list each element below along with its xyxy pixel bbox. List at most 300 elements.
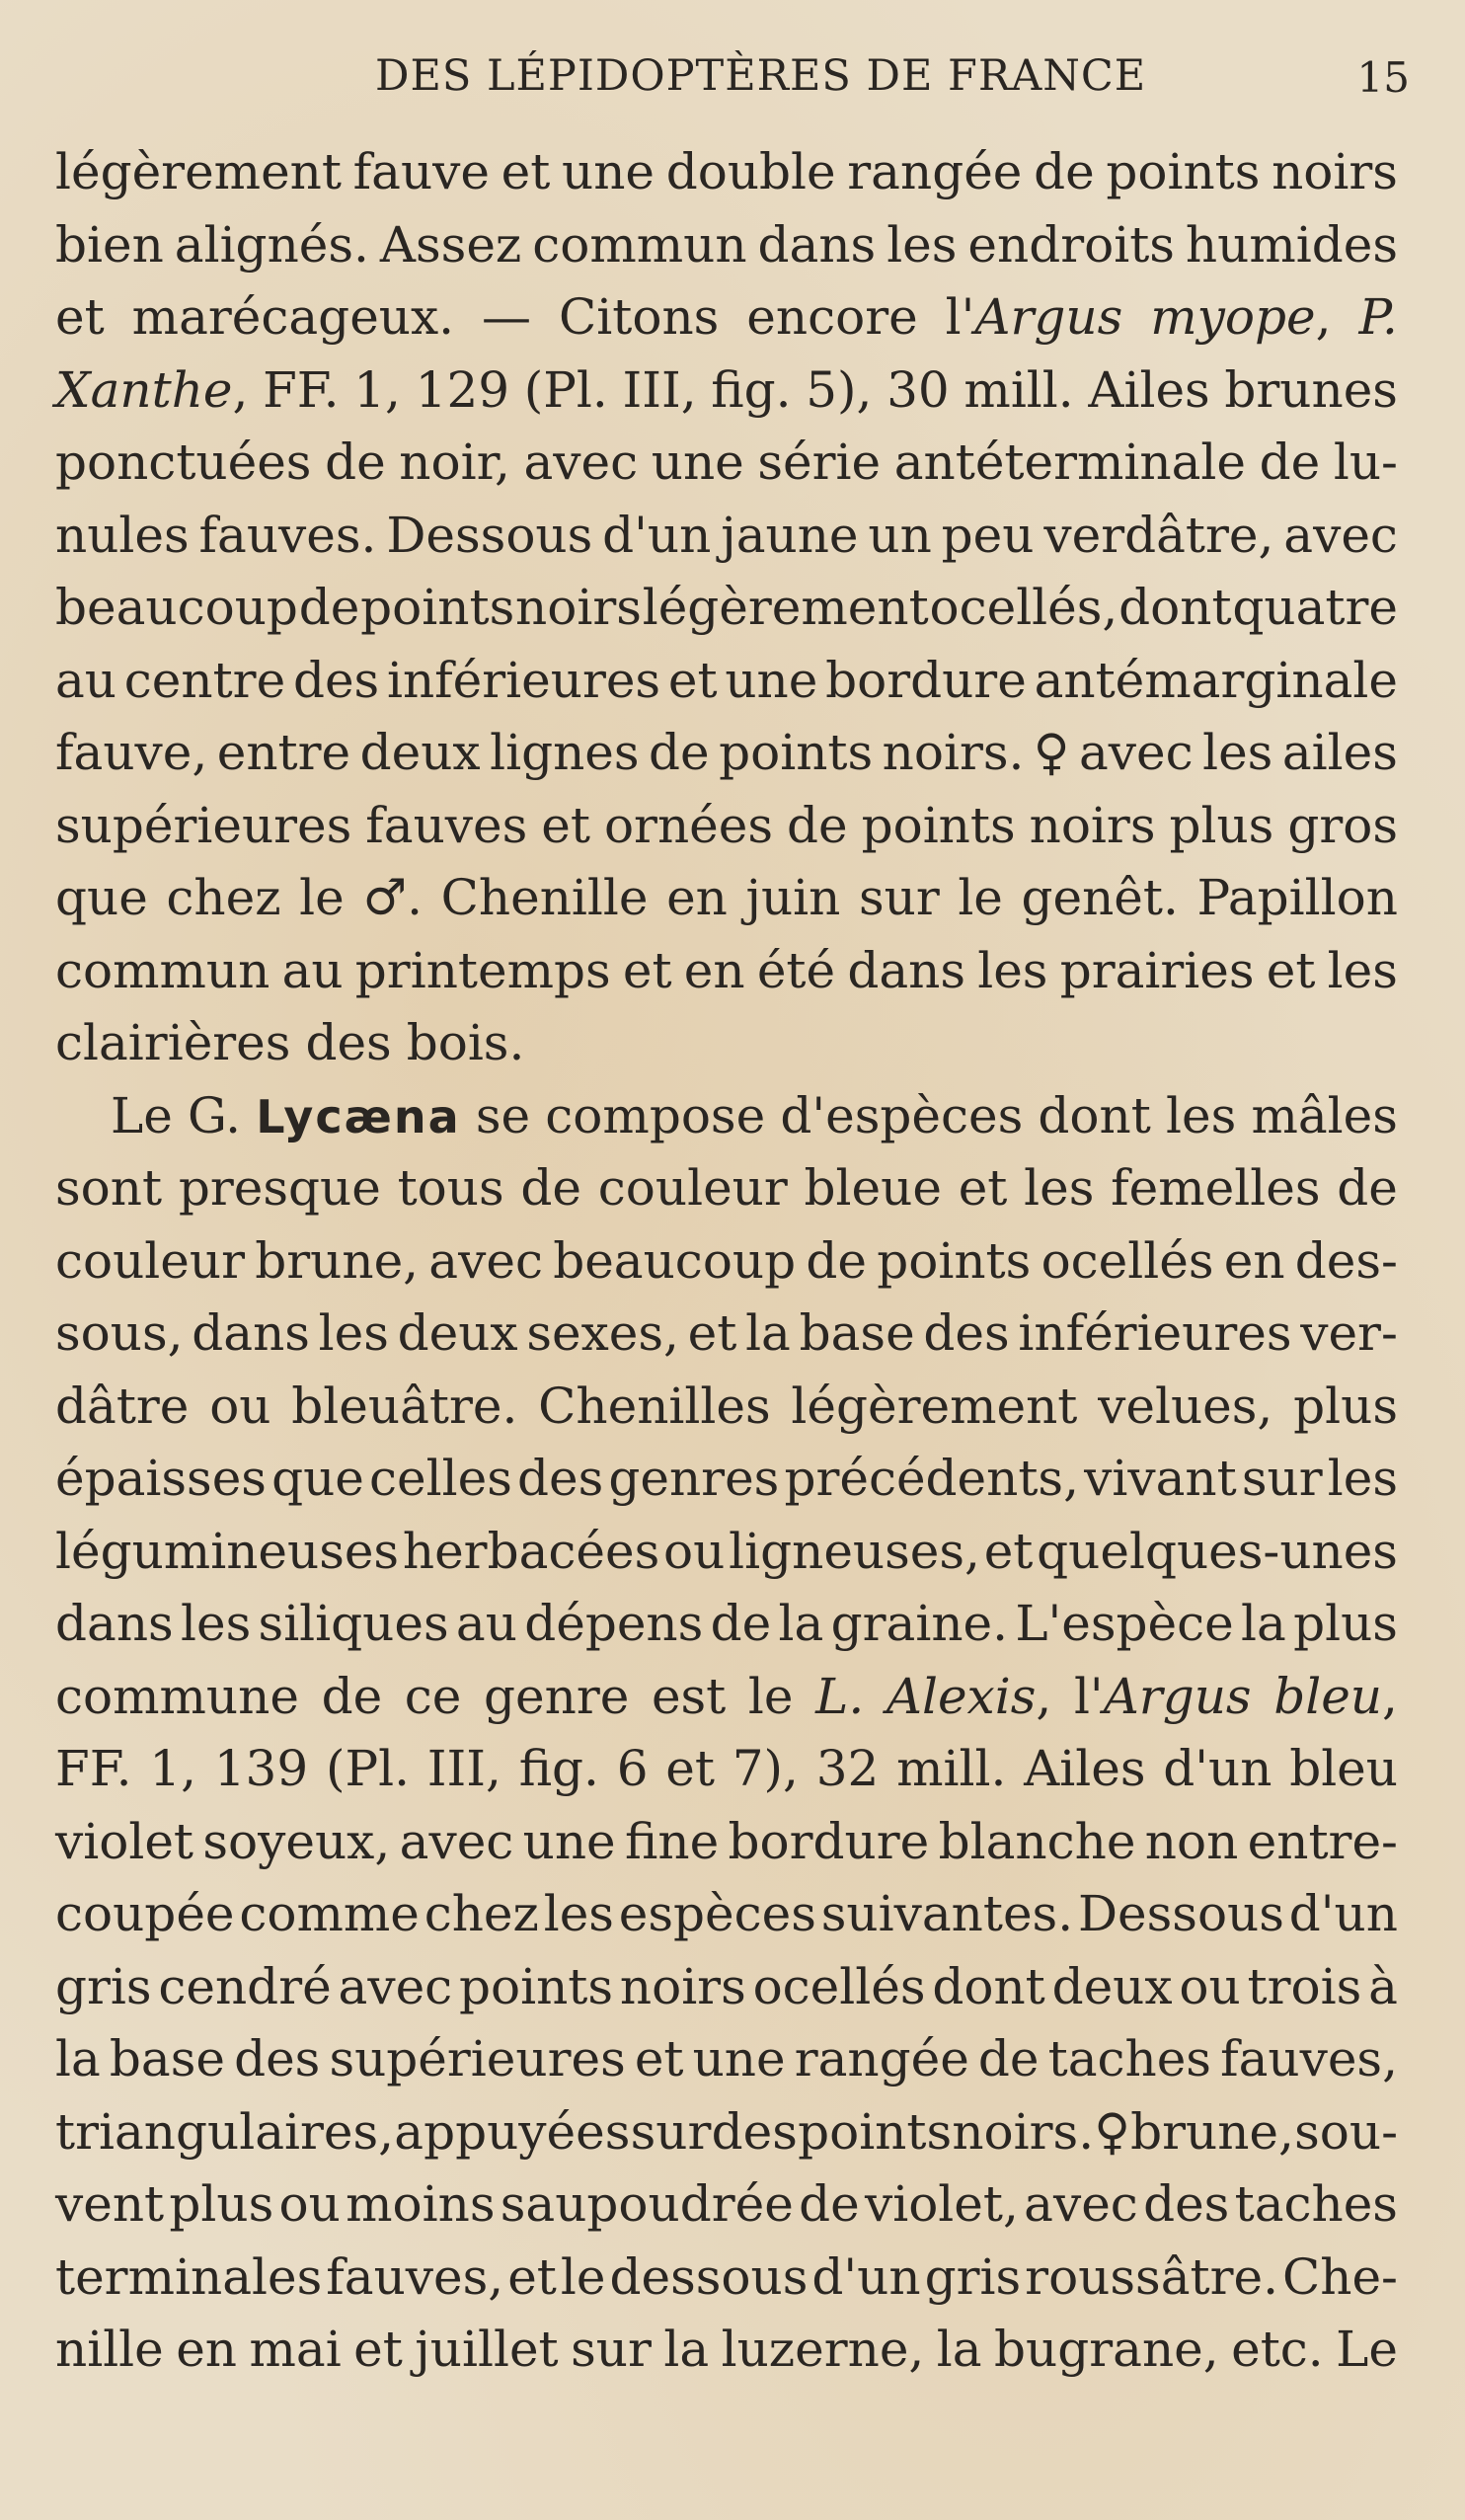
word: rangée [794,2030,969,2087]
word: alignés. [174,215,369,274]
word: ornées [603,796,773,854]
word: printemps [354,941,611,999]
word: brune, [255,1231,420,1290]
word: sur [1241,1450,1323,1507]
word: et [541,796,590,854]
word: ponctuées [55,433,312,491]
word: saupoudrée [500,2175,794,2233]
word: celles [369,1450,512,1507]
word: P. [1358,288,1398,346]
word: Chenilles [538,1377,771,1435]
word: 139 [213,1740,309,1797]
word: les [887,215,958,274]
text-line [55,2168,1398,2242]
word: 32 [815,1740,880,1797]
word: juillet [415,2321,559,2378]
text-line [55,1225,1398,1299]
word: Alexis, [886,1667,1052,1725]
word: et [687,1304,737,1362]
word: commun [532,215,747,274]
word: violet, [864,2175,1019,2233]
word: endroits [967,215,1175,274]
text-line [55,136,1398,209]
word: de [649,724,710,781]
text-line [55,1733,1398,1806]
word: le [299,869,345,926]
word: noirs [1029,796,1156,854]
word: points [861,796,1016,854]
word: de [710,1595,772,1652]
word: que [271,1450,364,1507]
word: la [663,2321,710,2378]
word: (Pl. [523,360,608,419]
word: ♀ [1033,724,1070,781]
word: l'Argus [1073,1667,1252,1725]
word: en [1223,1231,1285,1290]
word: appuyées [394,2102,631,2161]
word: points [360,579,515,636]
word: et [958,1159,1008,1217]
word: de [325,433,386,491]
word: ocellés, [929,579,1118,636]
word: genre [484,1667,630,1725]
word: ocellés [752,1957,926,2015]
word: noir, [399,433,510,491]
word: avec [1078,724,1194,781]
word: les [1327,1450,1398,1507]
text-line [55,1661,1398,1734]
word: Dessous [1077,1885,1284,1942]
word: des [234,2030,321,2087]
word: les [318,1304,389,1362]
word: couleur [55,1231,245,1290]
text-line [55,2242,1398,2315]
word: tous [397,1159,504,1217]
word: fauve [352,143,490,200]
word: en [176,2321,238,2378]
word: juin [745,869,841,926]
word: Chenille [440,869,649,926]
word: couleur [597,1159,788,1217]
word: espèces [618,1885,816,1942]
word: graine. [830,1595,1009,1652]
word: est [651,1667,727,1725]
word: — [482,288,532,346]
word: série [757,433,882,491]
word: humides [1185,215,1398,274]
word: ou [663,1522,726,1580]
word: bleuâtre. [291,1377,518,1435]
word: en [666,869,728,926]
word: la [55,2030,101,2087]
word: verdâtre, [1043,506,1274,564]
word: le [747,1667,794,1725]
word: de [1259,433,1321,491]
word: mill. [896,1740,1007,1797]
word: siliques [258,1595,449,1652]
text-line [55,1443,1398,1516]
word: dâtre [55,1377,190,1435]
word: comme [239,1885,420,1942]
word: avec [428,1231,543,1290]
word: bien [55,215,164,274]
word: une [562,143,655,200]
word: et [983,1522,1034,1580]
text-line [55,2314,1398,2387]
word: suivantes. [820,1885,1074,1942]
body-text [55,136,1398,2387]
word: une [651,433,744,491]
word: points [877,1231,1032,1290]
word: jaune [721,506,859,564]
word: inférieures [1018,1304,1292,1362]
word: et [665,1740,715,1797]
word: les [543,1885,614,1942]
word: bordure [728,1812,930,1870]
word: mill. [964,360,1074,419]
word: d'un [1163,1740,1272,1797]
word: bleu [1289,1740,1398,1797]
word: noirs. [882,724,1025,781]
word: se [475,1086,531,1144]
word: bordure [825,651,1027,709]
word: myope, [1150,288,1332,346]
word: avec [523,433,639,491]
word: de [321,1667,383,1725]
word: fauve, [55,724,208,781]
text-line [55,1806,1398,1879]
word: cendré [158,1957,332,2015]
word: fig. [518,1740,599,1797]
word: genres [608,1450,780,1507]
word: III, [426,1740,501,1797]
text-line [55,935,1398,1008]
word: des [1143,2175,1230,2233]
word: dessous [609,2247,809,2306]
word: Le [111,1086,173,1144]
word: beaucoup [553,1231,797,1290]
word: la [745,1304,791,1362]
word: commune [55,1667,299,1725]
word: supérieures [55,796,352,854]
word: (Pl. [325,1740,410,1797]
word: de [1034,143,1095,200]
word: ce [404,1667,462,1725]
word: ou [209,1377,271,1435]
word: violet [55,1812,194,1870]
word: dans [847,941,965,999]
word: fauves, [1220,2030,1398,2087]
word: antéterminale [893,433,1246,491]
word: dont [1118,579,1232,636]
word: le [958,869,1003,926]
word: quatre [1232,579,1398,636]
text-line [55,209,1398,282]
word: FF. [263,360,340,419]
word: et [55,288,105,346]
word: fine [625,1812,720,1870]
word: des [516,1450,604,1507]
word: prairies [1059,941,1255,999]
word: une [692,2030,786,2087]
word: que [55,869,148,926]
word: dont [1038,1086,1151,1144]
word: plus [1293,1595,1398,1652]
word: dépens [524,1595,704,1652]
word: le [560,2247,606,2306]
word: luzerne, [721,2321,925,2378]
text-line [55,790,1398,863]
word: Citons [559,288,720,346]
word: supérieures [329,2030,626,2087]
text-line [55,1951,1398,2024]
word: au [55,651,117,709]
word: dans [55,1595,174,1652]
word: mâles [1251,1086,1398,1144]
word: ligneuses, [729,1522,980,1580]
word: ♀ [1094,2102,1130,2161]
word: bugrane, [994,2321,1219,2378]
word: et [507,2247,557,2306]
word: roussâtre. [1025,2247,1278,2306]
word: sont [55,1159,163,1217]
word: légèrement [55,143,342,200]
word: chez [166,869,281,926]
word: de [799,2175,860,2233]
word: légèrement [791,1377,1078,1435]
word: deux [359,724,481,781]
text-line [55,645,1398,718]
word: points [1106,143,1261,200]
text-line [55,1878,1398,1951]
word: à [1368,1957,1398,2015]
text-line [55,862,1398,935]
word: centre [123,651,286,709]
word: des [292,651,380,709]
word: entre [216,724,351,781]
word: taches [1047,2030,1211,2087]
word: et [622,941,672,999]
text-line [55,572,1398,645]
word: taches [1234,2175,1398,2233]
word: blanche [938,1812,1136,1870]
word: base [799,1304,915,1362]
word: sur [630,2102,712,2161]
word: et [634,2030,684,2087]
word: points [719,724,874,781]
word: les [977,941,1048,999]
word: de [298,579,360,636]
word: et [1266,941,1316,999]
word: et [353,2321,403,2378]
word: ver- [1300,1304,1398,1362]
running-title: DES LÉPIDOPTÈRES DE FRANCE [375,51,1147,101]
word: les [1327,941,1398,999]
word: les [1202,724,1273,781]
word: brunes [1224,360,1398,419]
word: noirs [619,1957,746,2015]
word: peu [941,506,1035,564]
word: L'espèce [1015,1595,1234,1652]
word: avec [338,1957,453,2015]
word: au [281,941,344,999]
word: non [1144,1812,1239,1870]
word: etc. [1231,2321,1324,2378]
word: ou [278,2175,341,2233]
text-line [55,500,1398,573]
word: et [667,651,718,709]
word: 1, [353,360,401,419]
word: presque [178,1159,381,1217]
word: nille [55,2321,164,2378]
word: lu- [1333,433,1398,491]
word: ou [1179,1957,1241,2015]
word: coupée [55,1885,235,1942]
word: Le [1336,2321,1398,2378]
text-line [55,1007,1398,1080]
word: gris [924,2247,1022,2306]
word: lignes [490,724,640,781]
word: 30 [887,360,950,419]
word: de [806,1231,867,1290]
text-line [55,1371,1398,1444]
word: l'Argus [945,288,1123,346]
text-line [55,1080,1398,1153]
word: base [109,2030,225,2087]
word: genêt. [1021,869,1179,926]
word: d'un [811,2247,921,2306]
word: dans [757,215,877,274]
word: précédents, [784,1450,1079,1507]
word: Papillon [1196,869,1398,926]
word: bleue [804,1159,942,1217]
word: les [1024,1159,1095,1217]
word: ocellés [1041,1231,1214,1290]
word: nules [55,506,190,564]
word: entre- [1247,1812,1398,1870]
word: la [936,2321,982,2378]
text-line [55,1588,1398,1661]
word: encore [746,288,918,346]
word: plus [1169,796,1274,854]
word: de [977,2030,1040,2087]
word: sous, [55,1304,184,1362]
word: sur [571,2321,652,2378]
word: G. [187,1086,242,1144]
word: dans [192,1304,310,1362]
word: double [665,143,836,200]
word: points [459,1957,614,2015]
word: beaucoup [55,579,298,636]
word: avec [1283,506,1398,564]
page-number: 15 [1356,53,1410,102]
word: rangée [847,143,1023,200]
word: Xanthe, [55,360,249,419]
word: la [778,1595,824,1652]
word: III, [622,360,697,419]
word: ♂. [362,869,424,926]
text-line [55,2023,1398,2096]
word: bois. [406,1014,525,1071]
word: Che- [1282,2247,1398,2306]
word: ailes [1281,724,1398,781]
word: d'un [1288,1885,1398,1942]
running-header [0,51,1465,111]
word: dont [932,1957,1045,2015]
word: les [1166,1086,1237,1144]
word: vivant [1084,1450,1237,1507]
text-line [55,1516,1398,1589]
word: points [798,2102,953,2161]
word: fig. [711,360,792,419]
word: gros [1287,796,1398,854]
word: les [180,1595,252,1652]
word: FF. [55,1740,132,1797]
word: noirs [515,579,642,636]
word: d'espèces [780,1086,1024,1144]
word: deux [1051,1957,1173,2015]
word: noirs. [952,2102,1095,2161]
word: et [501,143,551,200]
word: trois [1247,1957,1362,2015]
word: clairières [55,1014,291,1071]
word: un [868,506,932,564]
word: 5), [806,360,873,419]
text-line [55,1298,1398,1371]
word: Ailes [1024,1740,1146,1797]
word: la [1241,1595,1286,1652]
word: 6 [616,1740,649,1797]
word: de [520,1159,581,1217]
word: sou- [1294,2102,1398,2161]
word: une [522,1812,616,1870]
word: Assez [379,215,522,274]
word: herbacées [402,1522,660,1580]
word: des [305,1014,392,1071]
word: de [1337,1159,1398,1217]
word: plus [169,2175,274,2233]
word: Lycæna [256,1089,461,1143]
word: bleu, [1273,1667,1398,1725]
word: brune, [1130,2102,1294,2161]
text-line [55,717,1398,790]
word: soyeux, [202,1812,391,1870]
text-line [55,1152,1398,1225]
word: Ailes [1088,360,1210,419]
word: quelques-unes [1037,1522,1398,1580]
text-line [55,427,1398,500]
word: vent [55,2175,165,2233]
word: terminales [55,2247,323,2306]
word: sexes, [526,1304,679,1362]
word: noirs [1272,143,1398,200]
word: été [756,941,836,999]
word: d'un [602,506,712,564]
word: légèrement [642,579,929,636]
word: légumineuses [55,1522,400,1580]
word: au [455,1595,517,1652]
word: mai [249,2321,342,2378]
word: des [923,1304,1010,1362]
word: en [683,941,745,999]
text-line [55,2096,1398,2169]
word: avec [1024,2175,1138,2233]
word: avec [399,1812,514,1870]
word: triangulaires, [55,2102,395,2161]
word: une [725,651,818,709]
word: marécageux. [131,288,455,346]
word: compose [545,1086,766,1144]
